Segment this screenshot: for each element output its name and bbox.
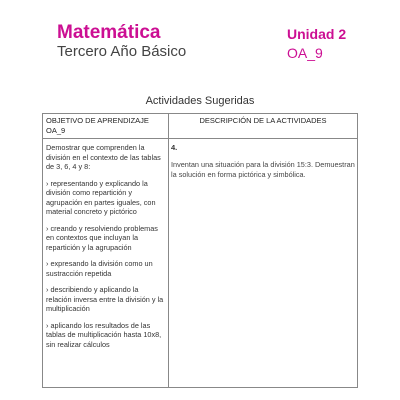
objective-intro: Demostrar que comprenden la división en el contexto de las tablas de 3, 6, 4 y 8:: [46, 143, 161, 171]
column-divider: [168, 114, 169, 387]
subject-title: Matemática: [57, 22, 161, 43]
grade-title: Tercero Año Básico: [57, 43, 187, 60]
activity-cell: [171, 143, 355, 180]
objective-item: › describiendo y aplicando la relación inversa entre la división y la multiplicación: [46, 285, 164, 313]
activity-number: 4.: [171, 143, 178, 152]
objectives-cell: [46, 143, 166, 356]
activities-table: [42, 113, 358, 388]
section-title: Actividades Sugeridas: [145, 95, 255, 107]
description-column-header: DESCRIPCIÓN DE LA ACTIVIDADES: [199, 116, 327, 125]
header-row-divider: [43, 138, 357, 139]
objective-item: › creando y resolviendo problemas en contextos que incluyan la repartición y la agrupación: [46, 223, 158, 252]
unit-title: Unidad 2: [287, 26, 347, 42]
objective-code: OA_9: [287, 45, 323, 61]
objective-item: › expresando la división como un sustracción repetida: [46, 259, 153, 278]
activity-description: Inventan una situación para la división 15:3. Demuestran la solución en forma pictórica y simbólica.: [171, 160, 355, 179]
objective-item: › aplicando los resultados de las tablas de multiplicación hasta 10x8, sin realizar cálculos: [46, 320, 162, 349]
objective-column-header: OBJETIVO DE APRENDIZAJE OA_9: [46, 116, 149, 135]
objective-item: › representando y explicando la división como repartición y agrupación en partes iguales, con material concreto y pictórico: [46, 178, 156, 216]
page-header: [0, 0, 400, 80]
